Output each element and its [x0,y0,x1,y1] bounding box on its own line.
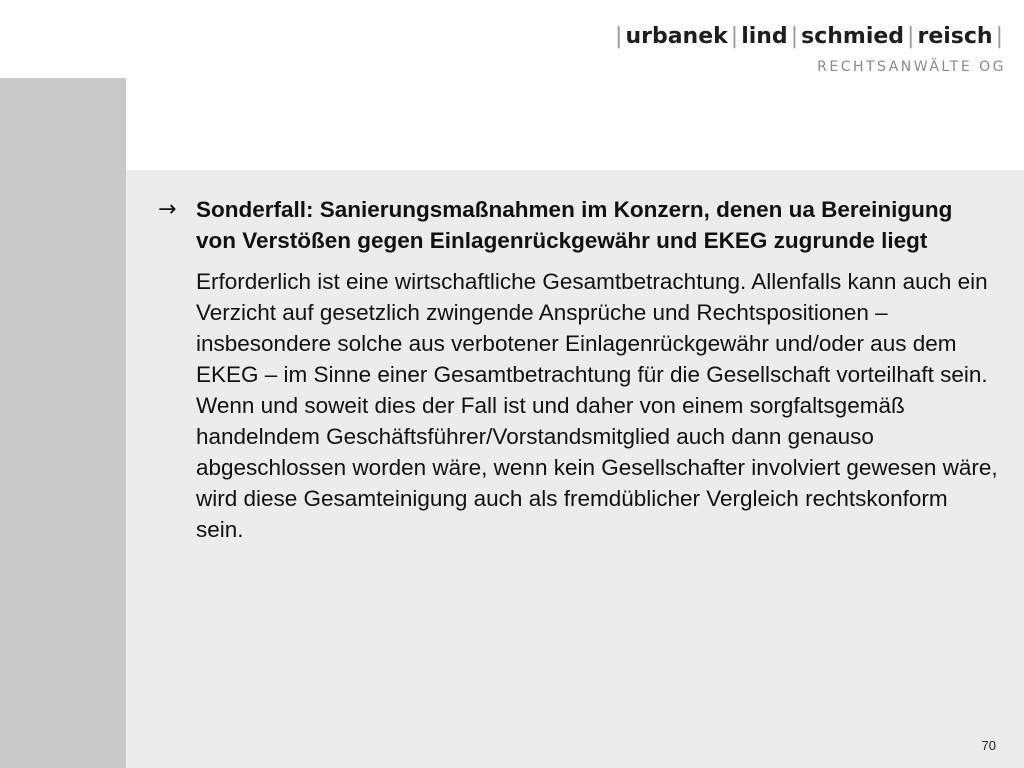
header-band [126,78,1024,170]
bullet-row [158,194,998,256]
slide-heading: Sonderfall: Sanierungsmaßnahmen im Konzern, denen ua Bereinigung von Verstößen gegen Einlagenrückgewähr und EKEG zugrunde liegt [196,197,953,253]
logo-separator: | [615,24,623,49]
logo-separator: | [995,24,1003,49]
logo-names [612,24,1006,49]
bullet-block [158,194,998,545]
logo-separator: | [790,24,799,49]
logo-name-schmied: schmied [801,24,905,49]
logo-name-lind: lind [741,24,788,49]
logo-separator: | [730,24,739,49]
logo-name-reisch: reisch [917,24,993,49]
page-number: 70 [981,738,996,753]
logo-separator: | [907,24,915,49]
left-sidebar-bar [0,78,126,768]
logo-subtitle: RECHTSANWÄLTE OG [817,59,1006,75]
logo-name-urbanek: urbanek [625,24,728,49]
slide-body-text: Erforderlich ist eine wirtschaftliche Gesamtbetrachtung. Allenfalls kann auch ein Verzicht auf gesetzlich zwingende Ansprüche und Rechtspositionen – insbesondere solche aus verbotener Einlagenrückgewähr und/oder aus dem EKEG – im Sinne einer Gesamtbetrachtung für die Gesellschaft vorteilhaft sein. Wenn und soweit dies der Fall ist und daher von einem sorgfaltsgemäß handelndem Geschäftsführer/Vorstandsmitglied auch dann genauso abgeschlossen worden wäre, wenn kein Gesellschafter involviert gewesen wäre, wird diese Gesamteinigung auch als fremdüblicher Vergleich rechtskonform sein. [196,269,998,542]
right-arrow-icon: → [158,197,177,222]
firm-logo [612,24,1006,75]
